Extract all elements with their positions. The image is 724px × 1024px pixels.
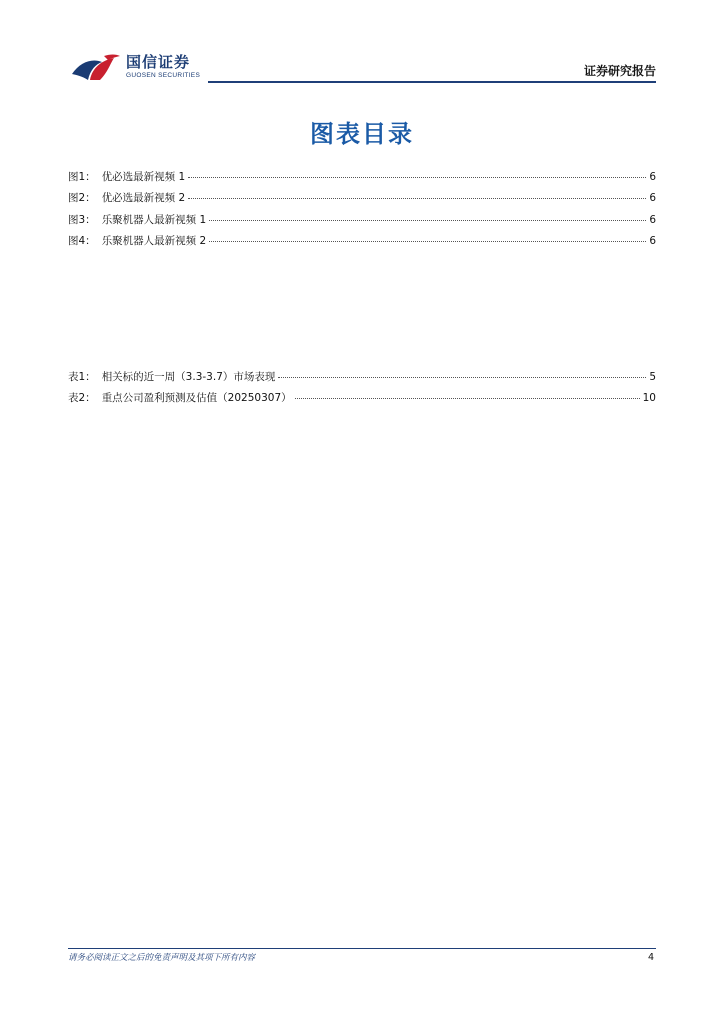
toc-entry-table-1[interactable] bbox=[68, 369, 656, 390]
page-title: 图表目录 bbox=[310, 120, 414, 148]
toc-entry-title: 相关标的近一周（3.3-3.7）市场表现 bbox=[101, 371, 276, 383]
toc-dot-leader bbox=[188, 177, 646, 178]
toc-entry-title: 乐聚机器人最新视频 1 bbox=[101, 213, 207, 226]
toc-entry-figure-4[interactable] bbox=[68, 233, 656, 254]
table-list bbox=[68, 369, 656, 412]
footer-divider bbox=[68, 948, 656, 949]
toc-entry-title: 乐聚机器人最新视频 2 bbox=[101, 234, 207, 247]
toc-entry-number: 图1： bbox=[68, 171, 96, 183]
toc-dot-leader bbox=[209, 241, 646, 242]
toc-entry-number: 图2： bbox=[68, 192, 96, 205]
toc-dot-leader bbox=[188, 198, 646, 199]
toc-entry-page: 6 bbox=[649, 192, 656, 205]
toc-entry-title: 重点公司盈利预测及估值（20250307） bbox=[101, 392, 292, 405]
header-divider bbox=[208, 81, 656, 83]
toc-entry-page: 6 bbox=[649, 213, 656, 226]
logo-chinese-name: 国信证券 bbox=[126, 53, 191, 71]
toc-entry-figure-1[interactable] bbox=[68, 169, 656, 190]
toc-entry-table-2[interactable] bbox=[68, 390, 656, 411]
guosen-logo bbox=[70, 50, 220, 84]
toc-entry-page: 10 bbox=[642, 392, 656, 405]
guosen-logo-icon bbox=[70, 52, 122, 84]
page-header bbox=[70, 50, 656, 86]
toc-dot-leader bbox=[295, 398, 640, 399]
toc-dot-leader bbox=[278, 377, 646, 378]
toc-dot-leader bbox=[209, 220, 646, 221]
toc-entry-title: 优必选最新视频 1 bbox=[101, 171, 186, 183]
toc-entry-number: 表1： bbox=[68, 371, 96, 383]
toc-entry-figure-2[interactable] bbox=[68, 190, 656, 211]
footer-disclaimer: 请务必阅读正文之后的免责声明及其项下所有内容 bbox=[68, 953, 256, 963]
toc-entry-number: 表2： bbox=[68, 392, 96, 405]
figure-list bbox=[68, 169, 656, 254]
toc-entry-page: 6 bbox=[649, 171, 656, 183]
logo-english-name: GUOSEN SECURITIES bbox=[126, 72, 201, 79]
toc-entry-number: 图4： bbox=[68, 234, 96, 247]
toc-entry-page: 5 bbox=[649, 371, 656, 383]
toc-entry-title: 优必选最新视频 2 bbox=[101, 192, 186, 205]
toc-entry-number: 图3： bbox=[68, 213, 96, 226]
toc-entry-page: 6 bbox=[649, 234, 656, 247]
toc-entry-figure-3[interactable] bbox=[68, 212, 656, 233]
page-number: 4 bbox=[647, 952, 654, 963]
report-type-label: 证券研究报告 bbox=[583, 64, 656, 78]
